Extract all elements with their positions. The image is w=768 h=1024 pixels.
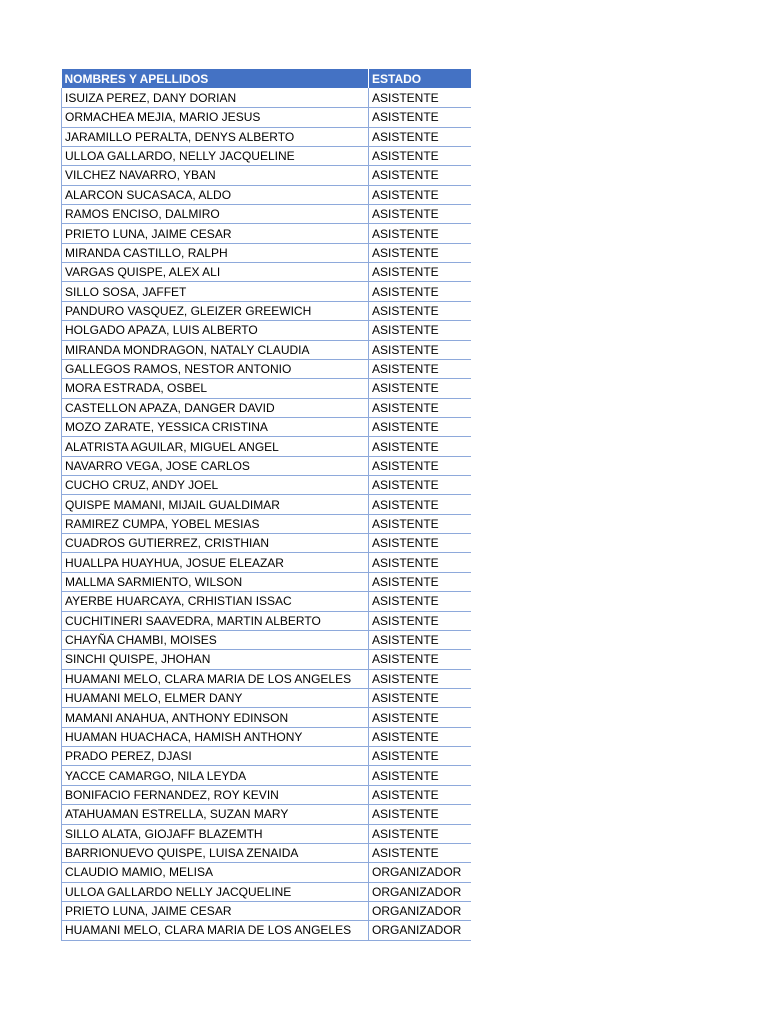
status-cell: ASISTENTE: [369, 127, 471, 146]
status-cell: ASISTENTE: [369, 108, 471, 127]
status-cell: ASISTENTE: [369, 166, 471, 185]
status-cell: ASISTENTE: [369, 146, 471, 165]
table-row: [62, 630, 471, 649]
name-cell: HUALLPA HUAYHUA, JOSUE ELEAZAR: [62, 553, 369, 572]
table-row: [62, 824, 471, 843]
name-cell: RAMIREZ CUMPA, YOBEL MESIAS: [62, 514, 369, 533]
attendance-table: [61, 69, 471, 941]
name-cell: ALATRISTA AGUILAR, MIGUEL ANGEL: [62, 437, 369, 456]
name-cell: JARAMILLO PERALTA, DENYS ALBERTO: [62, 127, 369, 146]
table-row: [62, 553, 471, 572]
name-cell: CHAYÑA CHAMBI, MOISES: [62, 630, 369, 649]
status-cell: ASISTENTE: [369, 611, 471, 630]
name-cell: ULLOA GALLARDO NELLY JACQUELINE: [62, 882, 369, 901]
name-cell: ISUIZA PEREZ, DANY DORIAN: [62, 88, 369, 107]
status-cell: ASISTENTE: [369, 766, 471, 785]
status-cell: ORGANIZADOR: [369, 921, 471, 940]
name-cell: MORA ESTRADA, OSBEL: [62, 379, 369, 398]
name-cell: CLAUDIO MAMIO, MELISA: [62, 863, 369, 882]
name-cell: HUAMANI MELO, ELMER DANY: [62, 689, 369, 708]
table-row: [62, 398, 471, 417]
table-row: [62, 650, 471, 669]
status-cell: ASISTENTE: [369, 282, 471, 301]
table-row: [62, 514, 471, 533]
name-cell: ALARCON SUCASACA, ALDO: [62, 185, 369, 204]
table-row: [62, 669, 471, 688]
status-cell: ASISTENTE: [369, 689, 471, 708]
status-cell: ASISTENTE: [369, 476, 471, 495]
name-cell: VARGAS QUISPE, ALEX ALI: [62, 263, 369, 282]
status-cell: ASISTENTE: [369, 263, 471, 282]
table-row: [62, 321, 471, 340]
header-row: [62, 69, 471, 88]
status-cell: ASISTENTE: [369, 321, 471, 340]
table-row: [62, 534, 471, 553]
status-cell: ASISTENTE: [369, 747, 471, 766]
status-cell: ASISTENTE: [369, 708, 471, 727]
status-cell: ORGANIZADOR: [369, 882, 471, 901]
table-row: [62, 437, 471, 456]
table-row: [62, 572, 471, 591]
table-row: [62, 340, 471, 359]
status-cell: ASISTENTE: [369, 243, 471, 262]
name-cell: PRIETO LUNA, JAIME CESAR: [62, 224, 369, 243]
name-cell: SILLO SOSA, JAFFET: [62, 282, 369, 301]
table-row: [62, 611, 471, 630]
name-cell: CASTELLON APAZA, DANGER DAVID: [62, 398, 369, 417]
name-cell: NAVARRO VEGA, JOSE CARLOS: [62, 456, 369, 475]
table-row: [62, 417, 471, 436]
status-cell: ASISTENTE: [369, 843, 471, 862]
table-row: [62, 108, 471, 127]
table-row: [62, 495, 471, 514]
name-cell: CUCHO CRUZ, ANDY JOEL: [62, 476, 369, 495]
name-cell: HUAMANI MELO, CLARA MARIA DE LOS ANGELES: [62, 669, 369, 688]
name-cell: ORMACHEA MEJIA, MARIO JESUS: [62, 108, 369, 127]
name-cell: QUISPE MAMANI, MIJAIL GUALDIMAR: [62, 495, 369, 514]
table-row: [62, 185, 471, 204]
table-row: [62, 766, 471, 785]
table-row: [62, 127, 471, 146]
status-cell: ASISTENTE: [369, 592, 471, 611]
table-row: [62, 379, 471, 398]
table-row: [62, 901, 471, 920]
attendance-sheet: [61, 69, 470, 941]
name-cell: ULLOA GALLARDO, NELLY JACQUELINE: [62, 146, 369, 165]
status-cell: ASISTENTE: [369, 572, 471, 591]
name-cell: MOZO ZARATE, YESSICA CRISTINA: [62, 417, 369, 436]
name-cell: AYERBE HUARCAYA, CRHISTIAN ISSAC: [62, 592, 369, 611]
table-header: [62, 69, 471, 88]
name-cell: CUADROS GUTIERREZ, CRISTHIAN: [62, 534, 369, 553]
name-cell: HOLGADO APAZA, LUIS ALBERTO: [62, 321, 369, 340]
name-cell: MALLMA SARMIENTO, WILSON: [62, 572, 369, 591]
name-cell: MIRANDA MONDRAGON, NATALY CLAUDIA: [62, 340, 369, 359]
status-cell: ASISTENTE: [369, 456, 471, 475]
status-cell: ASISTENTE: [369, 824, 471, 843]
table-row: [62, 456, 471, 475]
header-status-column: ESTADO: [369, 69, 471, 88]
status-cell: ASISTENTE: [369, 185, 471, 204]
name-cell: VILCHEZ NAVARRO, YBAN: [62, 166, 369, 185]
table-row: [62, 243, 471, 262]
status-cell: ASISTENTE: [369, 534, 471, 553]
status-cell: ASISTENTE: [369, 417, 471, 436]
table-row: [62, 882, 471, 901]
table-row: [62, 843, 471, 862]
table-row: [62, 263, 471, 282]
status-cell: ASISTENTE: [369, 553, 471, 572]
status-cell: ASISTENTE: [369, 88, 471, 107]
table-row: [62, 282, 471, 301]
status-cell: ASISTENTE: [369, 340, 471, 359]
status-cell: ASISTENTE: [369, 727, 471, 746]
status-cell: ASISTENTE: [369, 785, 471, 804]
table-row: [62, 747, 471, 766]
name-cell: CUCHITINERI SAAVEDRA, MARTIN ALBERTO: [62, 611, 369, 630]
name-cell: SINCHI QUISPE, JHOHAN: [62, 650, 369, 669]
name-cell: HUAMAN HUACHACA, HAMISH ANTHONY: [62, 727, 369, 746]
status-cell: ASISTENTE: [369, 669, 471, 688]
table-row: [62, 224, 471, 243]
name-cell: ATAHUAMAN ESTRELLA, SUZAN MARY: [62, 805, 369, 824]
table-row: [62, 88, 471, 107]
status-cell: ORGANIZADOR: [369, 901, 471, 920]
status-cell: ASISTENTE: [369, 437, 471, 456]
status-cell: ASISTENTE: [369, 301, 471, 320]
table-row: [62, 592, 471, 611]
status-cell: ASISTENTE: [369, 495, 471, 514]
table-row: [62, 785, 471, 804]
table-row: [62, 166, 471, 185]
name-cell: HUAMANI MELO, CLARA MARIA DE LOS ANGELES: [62, 921, 369, 940]
status-cell: ASISTENTE: [369, 224, 471, 243]
name-cell: PRIETO LUNA, JAIME CESAR: [62, 901, 369, 920]
status-cell: ASISTENTE: [369, 398, 471, 417]
name-cell: GALLEGOS RAMOS, NESTOR ANTONIO: [62, 359, 369, 378]
table-row: [62, 805, 471, 824]
table-row: [62, 205, 471, 224]
table-row: [62, 863, 471, 882]
name-cell: PRADO PEREZ, DJASI: [62, 747, 369, 766]
name-cell: BONIFACIO FERNANDEZ, ROY KEVIN: [62, 785, 369, 804]
status-cell: ASISTENTE: [369, 359, 471, 378]
name-cell: SILLO ALATA, GIOJAFF BLAZEMTH: [62, 824, 369, 843]
table-row: [62, 689, 471, 708]
name-cell: BARRIONUEVO QUISPE, LUISA ZENAIDA: [62, 843, 369, 862]
table-row: [62, 359, 471, 378]
name-cell: PANDURO VASQUEZ, GLEIZER GREEWICH: [62, 301, 369, 320]
table-row: [62, 727, 471, 746]
name-cell: MIRANDA CASTILLO, RALPH: [62, 243, 369, 262]
status-cell: ASISTENTE: [369, 205, 471, 224]
table-row: [62, 476, 471, 495]
header-name-column: NOMBRES Y APELLIDOS: [62, 69, 369, 88]
table-row: [62, 708, 471, 727]
status-cell: ASISTENTE: [369, 379, 471, 398]
status-cell: ASISTENTE: [369, 514, 471, 533]
table-row: [62, 146, 471, 165]
table-row: [62, 921, 471, 940]
status-cell: ASISTENTE: [369, 650, 471, 669]
table-row: [62, 301, 471, 320]
status-cell: ASISTENTE: [369, 805, 471, 824]
status-cell: ASISTENTE: [369, 630, 471, 649]
name-cell: YACCE CAMARGO, NILA LEYDA: [62, 766, 369, 785]
table-body: [62, 88, 471, 940]
name-cell: RAMOS ENCISO, DALMIRO: [62, 205, 369, 224]
status-cell: ORGANIZADOR: [369, 863, 471, 882]
name-cell: MAMANI ANAHUA, ANTHONY EDINSON: [62, 708, 369, 727]
